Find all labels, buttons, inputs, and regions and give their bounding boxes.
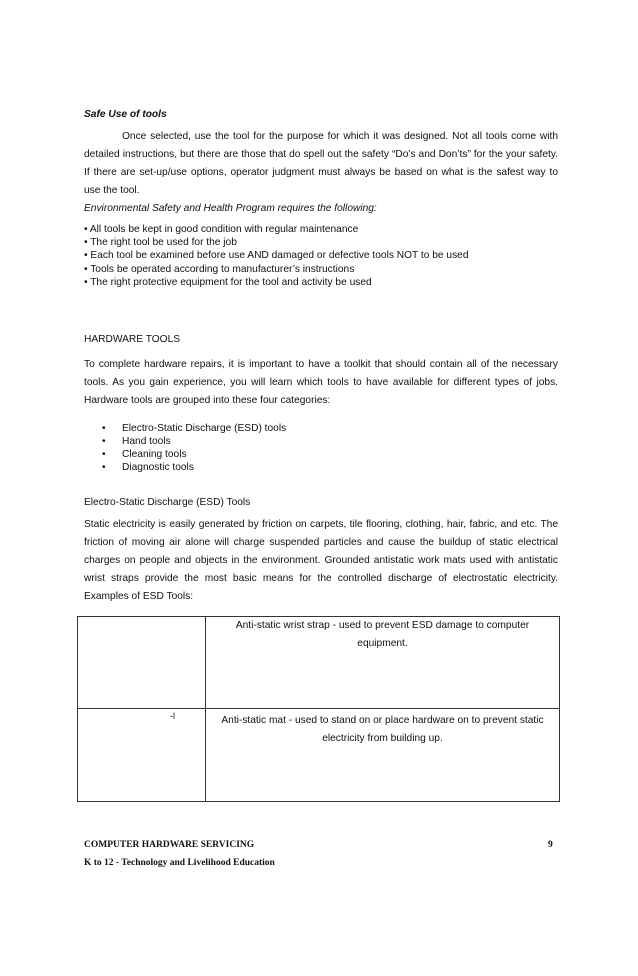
list-item <box>84 422 558 435</box>
category-label: Cleaning tools <box>122 449 187 460</box>
hardware-tools-heading: HARDWARE TOOLS <box>84 334 181 345</box>
wrist-strap-description: Anti-static wrist strap - used to prevent ESD damage to computer equipment. <box>206 617 560 709</box>
safe-use-paragraph: Once selected, use the tool for the purpose for which it was designed. Not all tools come with detailed instructions, but there are those that do spell out the safety “Do’s and Don’ts” for the your safety. If there are set-up/use options, operator judgment must always be based on what is the safest way to use the tool. <box>84 131 558 196</box>
list-item: • All tools be kept in good condition with regular maintenance <box>84 224 359 235</box>
bullet-icon: • <box>102 449 106 460</box>
list-item: • The right tool be used for the job <box>84 237 237 249</box>
list-item: • The right protective equipment for the tool and activity be used <box>84 276 372 288</box>
esd-heading: Electro-Static Discharge (ESD) Tools <box>84 497 251 508</box>
program-requirements-line: Environmental Safety and Health Program requires the following: <box>84 203 377 214</box>
list-item <box>84 461 558 474</box>
image-placeholder-mark: -l <box>170 711 175 721</box>
list-item: • Each tool be examined before use AND damaged or defective tools NOT to be used <box>84 250 469 262</box>
safe-use-heading: Safe Use of tools <box>84 109 167 120</box>
category-label: Diagnostic tools <box>122 462 194 473</box>
bullet-icon: • <box>102 462 106 473</box>
list-item: • Tools be operated according to manufacturer’s instructions <box>84 263 355 275</box>
esd-paragraph: Static electricity is easily generated by friction on carpets, tile flooring, clothing, hair, fabric, and etc. The friction of moving air alone will charge suspended particles and cause the buildup of static electrical charges on people and objects in the environment. Grounded antistatic work mats used with antistatic wrist straps provide the most basic means for the controlled discharge of electrostatic electricity. Examples of ESD Tools: <box>84 519 558 602</box>
hardware-tools-paragraph: To complete hardware repairs, it is important to have a toolkit that should contain all of the necessary tools. As you gain experience, you will learn which tools to have available for different types of jobs. Hardware tools are grouped into these four categories: <box>84 359 558 406</box>
wrist-strap-image-cell <box>78 617 206 709</box>
footer-program-title: K to 12 - Technology and Livelihood Education <box>84 858 275 868</box>
table-row <box>78 709 560 802</box>
list-item <box>84 435 558 448</box>
list-item <box>84 448 558 461</box>
category-label: Hand tools <box>122 436 171 447</box>
table-row <box>78 617 560 709</box>
page-number: 9 <box>548 840 553 850</box>
mat-image-cell <box>78 709 206 802</box>
bullet-icon: • <box>102 436 106 447</box>
footer-course-title: COMPUTER HARDWARE SERVICING <box>84 840 255 850</box>
mat-description: Anti-static mat - used to stand on or place hardware on to prevent static electricity from building up. <box>206 709 560 802</box>
esd-tools-table <box>77 616 560 802</box>
category-label: Electro-Static Discharge (ESD) tools <box>122 423 287 434</box>
bullet-icon: • <box>102 423 106 434</box>
tool-categories-list <box>84 422 558 474</box>
requirements-list <box>84 223 558 289</box>
